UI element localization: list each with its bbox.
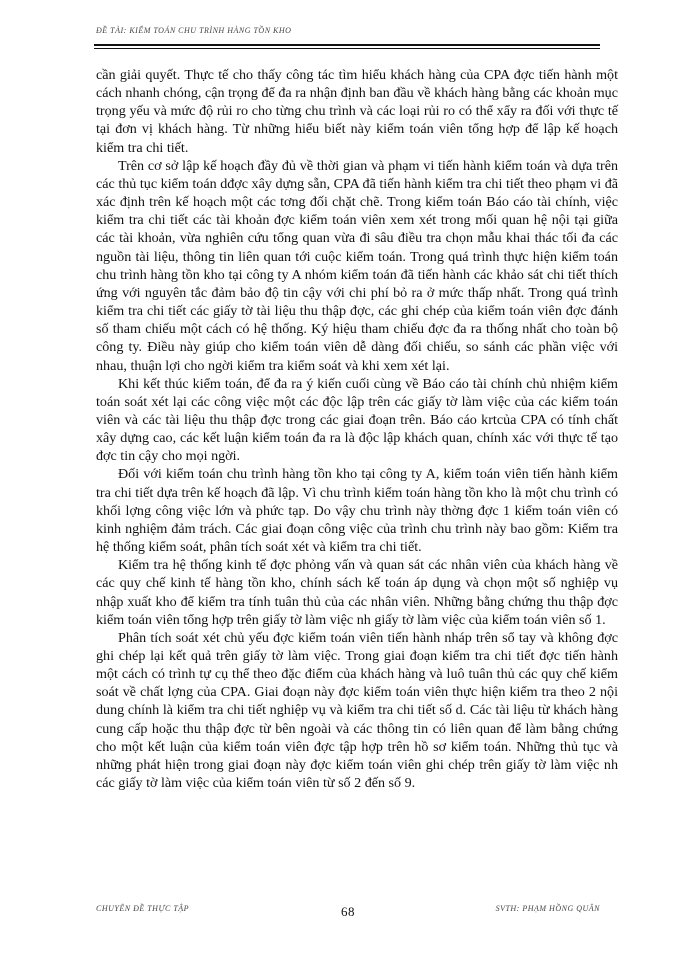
page-header: ĐỀ TÀI: KIỂM TOÁN CHU TRÌNH HÀNG TỒN KHO: [96, 26, 292, 35]
footer-course-label: CHUYÊN ĐỀ THỰC TẬP: [96, 904, 190, 913]
paragraph: Khi kết thúc kiểm toán, để đa ra ý kiến cuối cùng về Báo cáo tài chính chủ nhiệm kiểm toán soát xét lại các công việc một các độc lập trên các giấy tờ làm việc của các kiểm toán viên và các tài liệu thu thập đợc trong các giai đoạn trên. Báo cáo krtcủa CPA có tính chất xây dựng cao, các kết luận kiểm toán đa ra là độc lập khách quan, chính xác với thực tế tạo đợc tin cậy cho mọi ngời.: [96, 375, 618, 465]
document-body: [96, 66, 618, 792]
paragraph: Đối với kiểm toán chu trình hàng tồn kho tại công ty A, kiểm toán viên tiến hành kiểm tra chi tiết dựa trên kế hoạch đã lập. Vì chu trình kiểm toán hàng tồn kho là một chu trình có khối lợng công việc lớn và phức tạp. Do vậy chu trình này thờng đợc 1 kiểm toán viên có kinh nghiệm đảm trách. Các giai đoạn công việc của trình chu trình này bao gồm: Kiểm tra hệ thống kiểm soát, phân tích soát xét và kiểm tra chi tiết.: [96, 466, 618, 556]
paragraph: cần giải quyết. Thực tế cho thấy công tác tìm hiểu khách hàng của CPA đợc tiến hành một cách nhanh chóng, cận trọng để đa ra nhận định ban đầu về khách hàng bằng các khoản mục trọng yếu và mức độ rủi ro cho từng chu trình và các loại rủi ro có thể xẩy ra đối với thực tế tại đơn vị khách hàng. Từ những hiểu biết này kiểm toán viên tổng hợp để lập kế hoạch kiểm tra chi tiết.: [96, 67, 618, 156]
page-number: 68: [341, 904, 355, 919]
header-divider: [94, 44, 600, 46]
paragraph: Phân tích soát xét chủ yếu đợc kiểm toán viên tiến hành nháp trên sổ tay và không đợc ghi chép lại kết quả trên giấy tờ làm việc. Trong giai đoạn kiểm tra chi tiết đợc tiến hành một cách có trình tự cụ thể theo đặc điểm của khách hàng và luô tuân thủ các quy chế kiểm soát về chất lợng của CPA. Giai đoạn này đợc kiểm toán viên thực hiện kiểm tra theo 2 nội dung chính là kiểm tra chi tiết nghiệp vụ và kiểm tra chi tiết số d. Các tài liệu từ khách hàng cung cấp hoặc thu thập đợc từ bên ngoài và các thông tin có liên quan để làm bằng chứng cho một kết luận của kiểm toán viên đợc tập hợp trên hồ sơ kiểm toán. Những thủ tục và những phát hiện trong giai đoạn này đợc kiểm toán viên ghi chép trên giấy tờ làm việc nh các giấy tờ làm việc của kiểm toán viên từ số 2 đến số 9.: [96, 629, 618, 792]
paragraph: Kiểm tra hệ thống kinh tế đợc phỏng vấn và quan sát các nhân viên của khách hàng về các quy chế kinh tế hàng tồn kho, chính sách kế toán áp dụng và chọn một số nghiệp vụ nhập xuất kho để kiểm tra tính tuân thủ của các nhân viên. Những bằng chứng thu thập đợc kiểm toán viên tổng hợp trên giấy tờ làm việc nh giấy tờ làm việc của kiểm toán viên số 1.: [96, 557, 618, 628]
paragraph: Trên cơ sở lập kế hoạch đầy đủ về thời gian và phạm vi tiến hành kiểm toán và dựa trên các thủ tục kiểm toán dđợc xây dựng sẵn, CPA đã tiến hành kiểm tra chi tiết theo phạm vi đã xác định trên kế hoạch một các tơng đối chặt chẽ. Trong kiểm toán Báo cáo tài chính, việc kiểm tra chi tiết các tài khoản đợc kiểm toán viên xem xét trong mối quan hệ nội tại giữa các tài khoản, vừa nghiên cứu tổng quan vừa đi sâu điều tra chọn mẫu khai thác tối đa các nguồn tài liệu, thông tin liên quan tới cuộc kiểm toán. Trong quá trình thực hiện kiểm toán chu trình hàng tồn kho tại công ty A nhóm kiểm toán đã tiến hành các khảo sát chi tiết thích ứng với nguyên tắc đảm bảo độ tin cậy với chi phí bỏ ra ở mức thấp nhất. Trong quá trình kiểm tra chi tiết các giấy tờ tài liệu thu thập đợc, các ghi chép của kiểm toán viên đợc đánh số tham chiếu một cách có hệ thống. Ký hiệu tham chiếu đợc đa ra thống nhất cho toàn bộ công ty. Điều này giúp cho kiểm toán viên dễ dàng đối chiếu, so sánh các phần việc với nhau, thuận lợi cho ngời kiểm tra kiểm soát và khi xem xét lại.: [96, 157, 618, 374]
footer-author: SVTH: PHẠM HỒNG QUÂN: [495, 904, 600, 913]
page-footer: [96, 904, 600, 924]
header-divider-thin: [94, 48, 600, 49]
